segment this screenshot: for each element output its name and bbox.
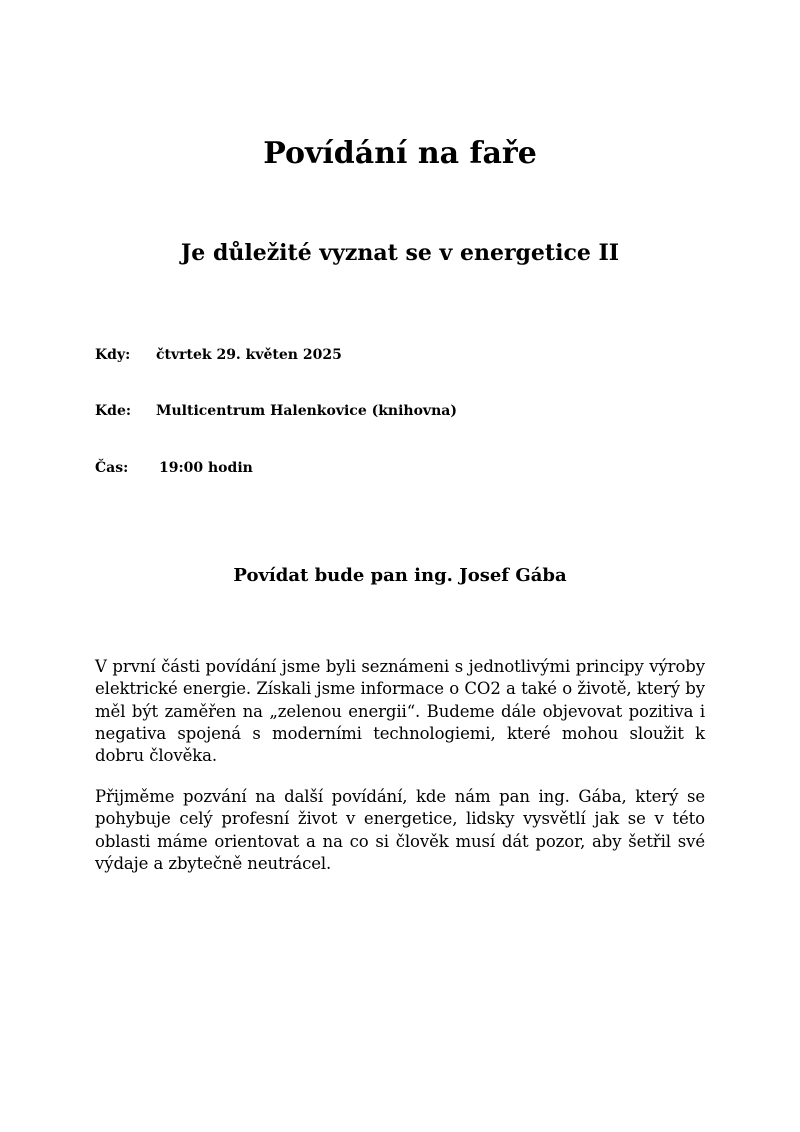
page-title: Povídání na faře [263, 136, 537, 171]
where-label: Kde: [95, 403, 132, 419]
info-when [95, 345, 342, 365]
info-where [95, 401, 457, 421]
speaker-heading: Povídat bude pan ing. Josef Gába [233, 565, 567, 586]
paragraph-intro: V první části povídání jsme byli seznámeni s jednotlivými principy výroby elektrické energie. Získali jsme informace o CO2 a také o životě, který by měl být zaměřen na „zelenou energii“. Budeme dále objevovat pozitiva i negativa spojená s moderními technologiemi, které mohou sloužit k dobru člověka. [95, 657, 705, 766]
info-time [95, 458, 253, 478]
when-label: Kdy: [95, 347, 131, 363]
where-value: Multicentrum Halenkovice (knihovna) [156, 403, 457, 419]
time-label: Čas: [95, 460, 129, 476]
paragraph-invitation: Přijměme pozvání na další povídání, kde nám pan ing. Gába, který se pohybuje celý profesní život v energetice, lidsky vysvětlí jak se v této oblasti máme orientovat a na co si člověk musí dát pozor, aby šetřil své výdaje a zbytečně neutrácel. [95, 787, 705, 873]
when-value: čtvrtek 29. květen 2025 [156, 347, 342, 363]
time-value: 19:00 hodin [159, 460, 253, 476]
page-subtitle: Je důležité vyznat se v energetice II [180, 240, 620, 266]
